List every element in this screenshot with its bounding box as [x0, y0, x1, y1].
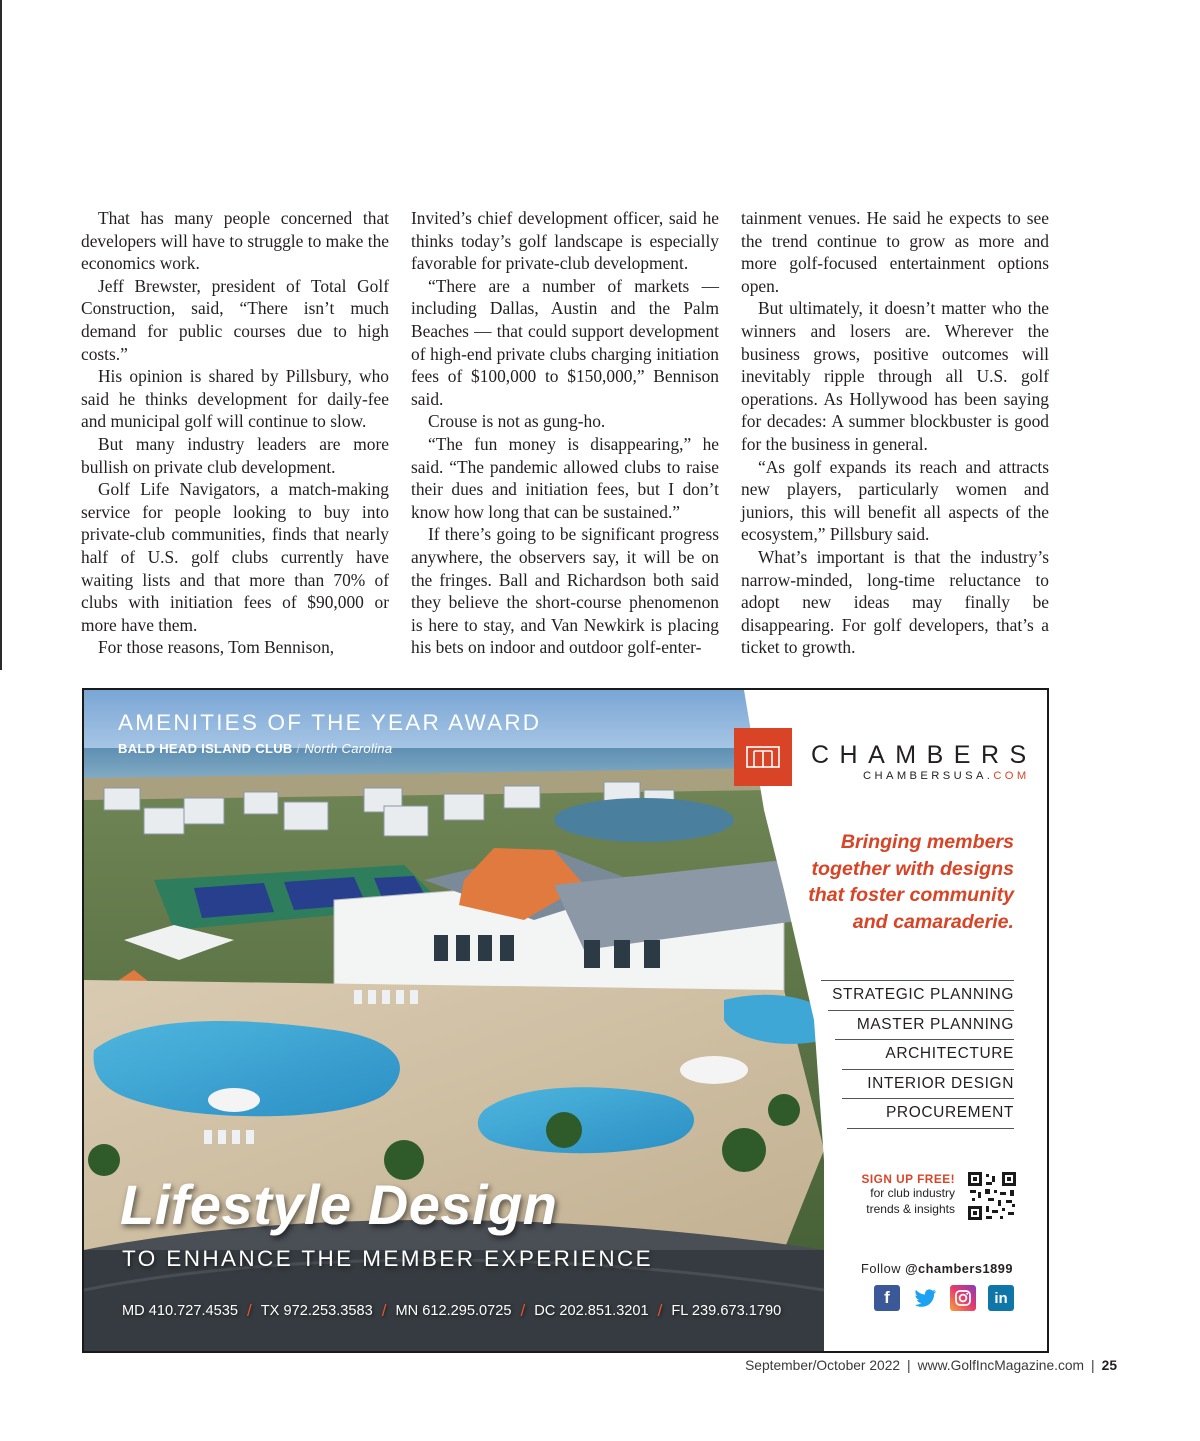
paragraph: His opinion is shared by Pillsbury, who said he thinks development for daily-fee and municipal golf will continue to slow.: [81, 366, 389, 432]
instagram-icon[interactable]: [950, 1285, 976, 1311]
ad-headline: Lifestyle Design: [120, 1173, 558, 1236]
paragraph: But ultimately, it doesn’t matter who the winners and losers are. Wherever the business grows, positive outcomes will inevitably ripple through all U.S. golf operations. As Hollywood has been saying for decades: A summer blockbuster is good for the business in general.: [741, 298, 1049, 454]
paragraph: That has many people concerned that developers will have to struggle to make the economics work.: [81, 208, 389, 274]
paragraph: “As golf expands its reach and attracts new players, particularly women and juniors, this will benefit all aspects of the ecosystem,” Pillsbury said.: [741, 456, 1049, 545]
article-column-1: [81, 207, 389, 659]
paragraph: “The fun money is disappearing,” he said. “The pandemic allowed clubs to raise their dues and initiation fees, but I don’t know how long that can be sustained.”: [411, 433, 719, 522]
paragraph: Crouse is not as gung-ho.: [428, 411, 606, 432]
brand-url-main: CHAMBERSUSA.: [863, 770, 994, 782]
tagline-line: that foster community: [808, 884, 1014, 907]
service-item: MASTER PLANNING: [856, 1015, 1014, 1033]
paragraph: For those reasons, Tom Bennison,: [98, 637, 335, 658]
ad-tagline: [754, 829, 1014, 935]
left-margin-rule: [0, 0, 2, 670]
club-separator: /: [296, 741, 301, 756]
magazine-url[interactable]: www.GolfIncMagazine.com: [917, 1358, 1085, 1373]
phone-number[interactable]: TX 972.253.3583: [260, 1303, 373, 1319]
award-title: AMENITIES OF THE YEAR AWARD: [118, 710, 542, 735]
instagram-camera-icon: [954, 1289, 972, 1307]
facebook-icon[interactable]: f: [874, 1285, 900, 1311]
paragraph: tainment venues. He said he expects to see the trend continue to grow as more and more golf-focused entertainment options open.: [741, 208, 1049, 296]
tagline-line: and camaraderie.: [852, 910, 1014, 933]
signup-line: trends & insights: [866, 1201, 955, 1216]
chambers-logo-mark: [734, 728, 792, 786]
tagline-line: together with designs: [811, 857, 1014, 880]
club-name: BALD HEAD ISLAND CLUB: [118, 741, 293, 756]
phone-number[interactable]: MN 612.295.0725: [395, 1303, 512, 1319]
service-item: STRATEGIC PLANNING: [832, 986, 1014, 1003]
paragraph: Invited’s chief development officer, said he thinks today’s golf landscape is especially favorable for private-club development.: [411, 208, 719, 274]
signup-title: SIGN UP FREE!: [861, 1172, 955, 1186]
office-phone-list: [122, 1301, 781, 1321]
paragraph: What’s important is that the industry’s narrow-minded, long-time reluctance to adopt new ideas may finally be disappearing. For golf developers, that’s a ticket to growth.: [741, 546, 1049, 658]
brand-url[interactable]: [863, 770, 1030, 782]
paragraph: If there’s going to be significant progress anywhere, the observers say, it will be on the fringes. Ball and Richardson both said they believe the short-course phenomenon is here to stay, and Van Newkirk is placing his bets on indoor and outdoor golf-enter-: [411, 524, 719, 658]
signup-line: for club industry: [870, 1186, 955, 1200]
phone-number[interactable]: DC 202.851.3201: [534, 1303, 649, 1319]
club-region: North Carolina: [304, 741, 393, 756]
follow-prefix: Follow: [861, 1261, 902, 1276]
paragraph: Golf Life Navigators, a match-making service for people looking to buy into private-club communities, finds that nearly half of U.S. golf clubs currently have waiting lists and that more than 70% of clubs with initiation fees of $90,000 or more have them.: [81, 479, 389, 635]
logo-m-icon: [734, 728, 792, 786]
ad-subheadline: TO ENHANCE THE MEMBER EXPERIENCE: [122, 1246, 654, 1271]
phone-separator: /: [520, 1301, 526, 1320]
service-item: ARCHITECTURE: [885, 1045, 1014, 1063]
award-subtitle: [118, 741, 392, 756]
footer-separator: |: [1091, 1358, 1095, 1373]
service-item: PROCUREMENT: [885, 1104, 1014, 1122]
article-column-2: [411, 207, 719, 659]
paragraph: “There are a number of markets — including Dallas, Austin and the Palm Beaches — that could support development of high-end private clubs charging initiation fees of $100,000 to $150,000,” Bennison said.: [411, 275, 719, 409]
chambers-advertisement[interactable]: [82, 688, 1049, 1353]
phone-separator: /: [657, 1301, 663, 1320]
qr-code-icon[interactable]: [968, 1172, 1016, 1220]
footer-separator: |: [907, 1358, 911, 1373]
signup-callout[interactable]: [862, 1172, 955, 1217]
phone-separator: /: [247, 1301, 252, 1320]
article-body: [81, 207, 1049, 662]
paragraph: Jeff Brewster, president of Total Golf Construction, said, “There isn’t much demand for public courses due to high costs.”: [81, 275, 389, 364]
phone-number[interactable]: MD 410.727.4535: [122, 1303, 239, 1319]
twitter-bird-icon: [912, 1285, 938, 1311]
brand-url-tld: COM: [993, 770, 1030, 782]
phone-separator: /: [381, 1301, 387, 1320]
social-links: [874, 1285, 1014, 1311]
phone-number[interactable]: FL 239.673.1790: [671, 1303, 782, 1319]
twitter-icon[interactable]: [912, 1285, 938, 1311]
follow-text: [861, 1261, 1013, 1276]
issue-date: September/October 2022: [745, 1358, 901, 1373]
services-list: [832, 980, 1014, 1128]
tagline-line: Bringing members: [840, 831, 1014, 853]
article-column-3: [741, 207, 1049, 659]
page-number: 25: [1101, 1358, 1117, 1373]
page-footer: [745, 1358, 1117, 1373]
paragraph: But many industry leaders are more bullish on private club development.: [81, 433, 389, 477]
social-handle[interactable]: @chambers1899: [905, 1261, 1013, 1276]
linkedin-icon[interactable]: in: [988, 1285, 1014, 1311]
service-item: INTERIOR DESIGN: [867, 1074, 1014, 1092]
brand-name: CHAMBERS: [811, 741, 1037, 769]
